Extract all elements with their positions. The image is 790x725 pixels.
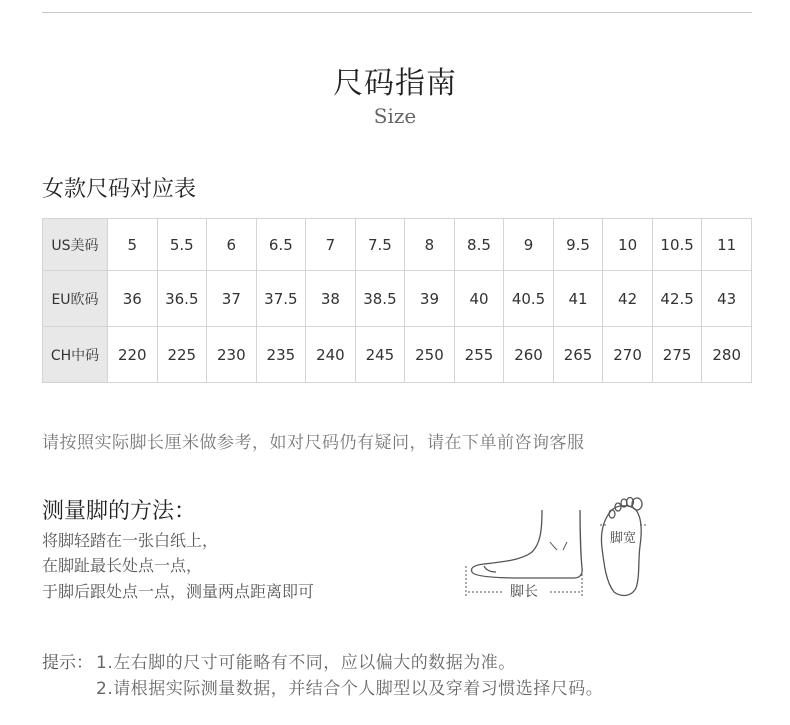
table-cell: 7.5 <box>355 219 405 271</box>
row-header: CH中码 <box>43 327 108 383</box>
table-cell: 36.5 <box>157 271 207 327</box>
foot-length-label: 脚长 <box>510 584 538 600</box>
table-cell: 40.5 <box>504 271 554 327</box>
table-cell: 9 <box>504 219 554 271</box>
foot-sole-view-icon <box>600 498 646 596</box>
reference-note: 请按照实际脚长厘米做参考，如对尺码仍有疑问，请在下单前咨询客服 <box>42 433 585 453</box>
measure-step-2: 在脚趾最长处点一点， <box>42 556 203 575</box>
table-row <box>43 219 752 271</box>
table-cell: 7 <box>306 219 356 271</box>
table-cell: 11 <box>702 219 752 271</box>
table-cell: 280 <box>702 327 752 383</box>
table-row <box>43 327 752 383</box>
table-cell: 245 <box>355 327 405 383</box>
table-cell: 10 <box>603 219 653 271</box>
row-header: US美码 <box>43 219 108 271</box>
table-cell: 5 <box>108 219 158 271</box>
table-cell: 270 <box>603 327 653 383</box>
table-cell: 8.5 <box>454 219 504 271</box>
foot-width-label: 脚宽 <box>610 531 637 546</box>
tips-label: 提示： <box>42 653 93 673</box>
size-table-title: 女款尺码对应表 <box>42 177 197 202</box>
table-cell: 265 <box>553 327 603 383</box>
table-cell: 40 <box>454 271 504 327</box>
table-cell: 10.5 <box>652 219 702 271</box>
table-cell: 255 <box>454 327 504 383</box>
table-cell: 8 <box>405 219 455 271</box>
table-cell: 38.5 <box>355 271 405 327</box>
table-cell: 37 <box>207 271 257 327</box>
table-cell: 42.5 <box>652 271 702 327</box>
page-title: 尺码指南 <box>333 66 457 101</box>
table-cell: 41 <box>553 271 603 327</box>
table-cell: 275 <box>652 327 702 383</box>
table-row <box>43 271 752 327</box>
table-cell: 6.5 <box>256 219 306 271</box>
table-cell: 43 <box>702 271 752 327</box>
table-cell: 5.5 <box>157 219 207 271</box>
table-cell: 225 <box>157 327 207 383</box>
table-cell: 260 <box>504 327 554 383</box>
table-cell: 230 <box>207 327 257 383</box>
page-subtitle: Size <box>373 104 417 128</box>
table-cell: 250 <box>405 327 455 383</box>
table-cell: 36 <box>108 271 158 327</box>
foot-measurement-illustration <box>462 492 652 604</box>
measure-step-3: 于脚后跟处点一点，测量两点距离即可 <box>42 582 315 601</box>
table-cell: 9.5 <box>553 219 603 271</box>
table-cell: 235 <box>256 327 306 383</box>
top-divider <box>42 12 752 13</box>
table-cell: 6 <box>207 219 257 271</box>
table-cell: 38 <box>306 271 356 327</box>
table-cell: 220 <box>108 327 158 383</box>
row-header: EU欧码 <box>43 271 108 327</box>
table-cell: 42 <box>603 271 653 327</box>
tip-item-2: 2.请根据实际测量数据，并结合个人脚型以及穿着习惯选择尺码。 <box>96 679 604 699</box>
measure-method-title: 测量脚的方法： <box>42 499 197 524</box>
tip-item-1: 1.左右脚的尺寸可能略有不同，应以偏大的数据为准。 <box>96 653 516 673</box>
table-cell: 37.5 <box>256 271 306 327</box>
table-cell: 39 <box>405 271 455 327</box>
size-chart-table <box>42 218 752 383</box>
measure-step-1: 将脚轻踏在一张白纸上， <box>42 531 219 550</box>
table-cell: 240 <box>306 327 356 383</box>
